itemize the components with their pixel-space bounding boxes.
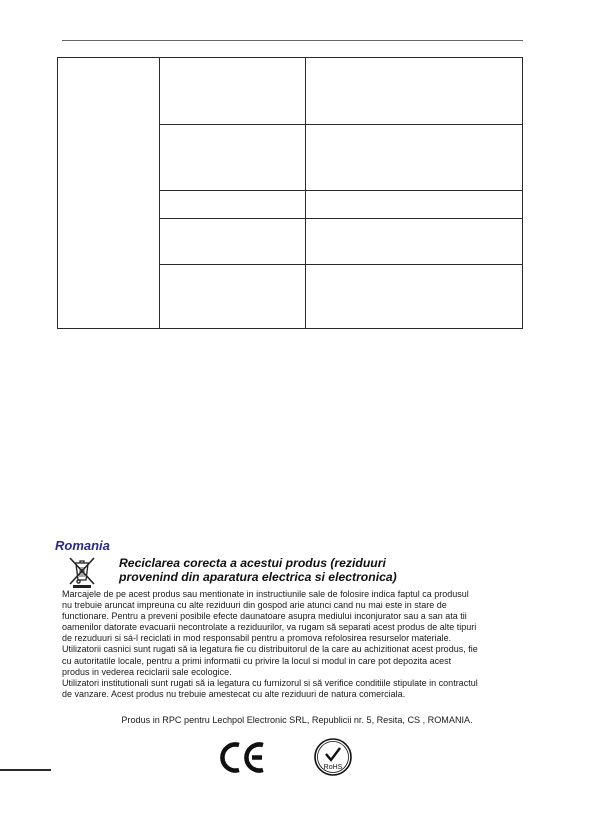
table-row-divider [160, 190, 522, 191]
rohs-compliance-icon [313, 737, 353, 777]
recycling-heading-line: Reciclarea corecta a acestui produs (reziduuri [119, 556, 386, 570]
rohs-label: RoHS [323, 764, 343, 771]
table-row-divider [160, 124, 522, 125]
crossed-out-wheelie-bin-icon [64, 554, 100, 588]
body-line: functionare. Pentru a preveni posibile efecte daunatoare asupra mediului inconjurator sau a san ata tii [62, 611, 467, 622]
body-line: Utilizatori institutionali sunt rugati să ia legatura cu furnizorul si să verifice conditiile stipulate in contractul [62, 677, 478, 688]
table-column-divider [159, 58, 160, 328]
body-line: Marcajele de pe acest produs sau mentionate in instructiunile sale de folosire indica faptul ca produsul [62, 589, 469, 599]
ce-mark-icon [218, 740, 268, 775]
region-title: Romania [55, 538, 110, 553]
table-row-divider [160, 264, 522, 265]
body-line: cu autoritatile locale, pentru a primi informatii cu privire la locul si modul in care pot depozita acest [62, 655, 452, 666]
body-line: nu trebuie aruncat impreuna cu alte reziduuri din gospod arie atunci cand nu mai este in stare de [62, 600, 447, 611]
body-line: Utilizatorii casnici sunt rugati să ia legatura fie cu distribuitorul de la care au achizitionat acest produs, fie [62, 644, 478, 655]
table-column-divider [305, 58, 306, 328]
table-row-divider [160, 218, 522, 219]
header-rule [62, 40, 523, 41]
body-line: oamenilor datorate evacuarii necontrolate a reziduurilor, va rugam să separati acest produs de alte tipuri [62, 622, 477, 633]
body-line: produs in vederea reciclarii sale ecologice. [62, 666, 232, 677]
footer-rule [0, 769, 51, 771]
recycling-heading-line: provenind din aparatura electrica si electronica) [119, 569, 397, 584]
body-line: de vanzare. Acest produs nu trebuie amestecat cu alte reziduuri de natura comerciala. [62, 688, 406, 699]
recycling-body [62, 589, 532, 700]
manufacturer-line: Produs in RPC pentru Lechpol Electronic SRL, Republicii nr. 5, Resita, CS , ROMANIA. [121, 715, 473, 725]
spec-table [57, 57, 523, 329]
body-line: de rezuduuri si sá-l reciclati in mod responsabil pentru a promova refolosirea resurselor materiale. [62, 633, 452, 644]
recycling-heading [119, 557, 519, 584]
